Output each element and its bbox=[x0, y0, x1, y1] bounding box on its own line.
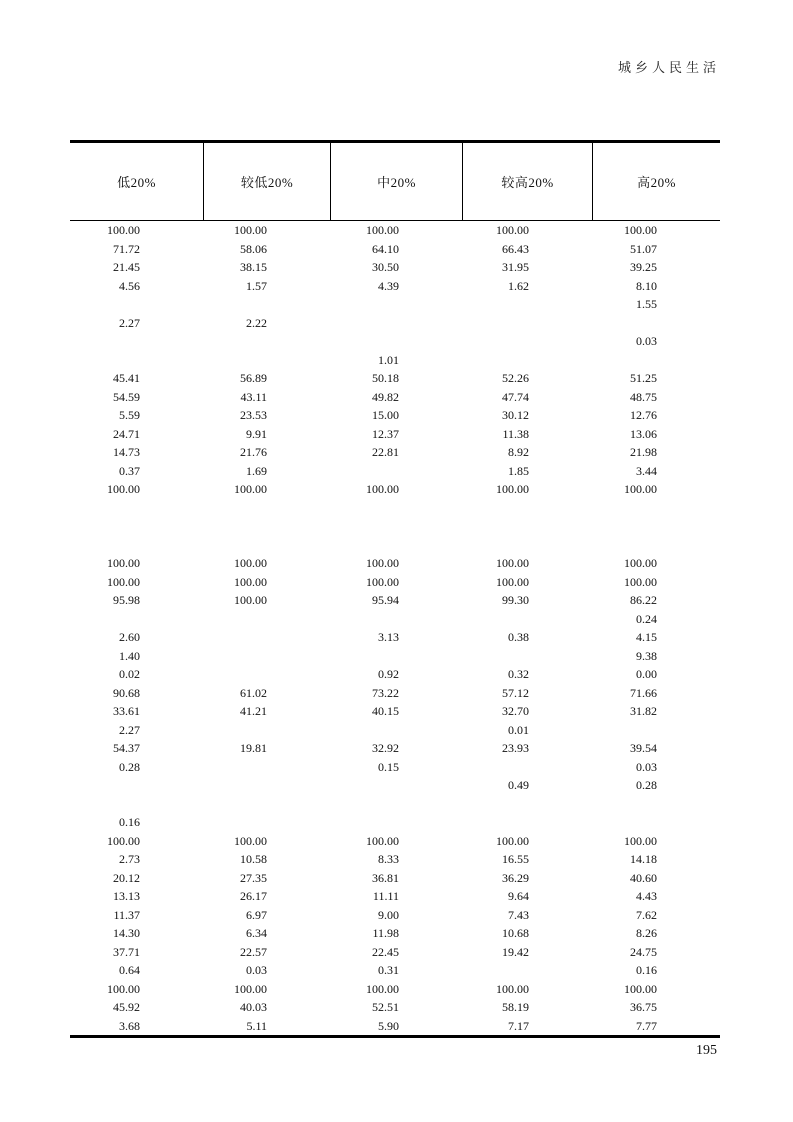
table-cell: 0.28 bbox=[119, 759, 140, 774]
table-cell: 0.64 bbox=[119, 963, 140, 977]
table-cell: 100.00 bbox=[234, 981, 267, 996]
table-row bbox=[70, 314, 720, 333]
table-cell: 45.41 bbox=[113, 371, 140, 385]
table-row bbox=[70, 610, 720, 629]
table-cell: 5.59 bbox=[119, 408, 140, 422]
table-cell: 100.00 bbox=[107, 556, 140, 570]
table-cell bbox=[330, 795, 462, 814]
table-cell: 3.13 bbox=[378, 630, 399, 644]
table-cell: 100.00 bbox=[366, 482, 399, 496]
table-cell: 26.17 bbox=[240, 889, 267, 903]
table-cell: 0.49 bbox=[508, 778, 529, 792]
table-cell bbox=[203, 499, 330, 518]
table-cell: 0.28 bbox=[636, 778, 657, 792]
table-row bbox=[70, 499, 720, 518]
table-cell: 0.03 bbox=[636, 759, 657, 774]
table-row bbox=[70, 887, 720, 906]
table-cell bbox=[330, 332, 462, 351]
table-cell: 8.33 bbox=[378, 852, 399, 866]
table-cell bbox=[330, 536, 462, 555]
table-cell: 1.57 bbox=[246, 278, 267, 293]
table-row bbox=[70, 906, 720, 925]
table-cell: 6.34 bbox=[246, 926, 267, 940]
table-cell: 39.54 bbox=[630, 741, 657, 755]
table-cell: 20.12 bbox=[113, 870, 140, 885]
table-cell: 1.69 bbox=[246, 463, 267, 478]
table-row bbox=[70, 702, 720, 721]
table-row bbox=[70, 684, 720, 703]
table-cell: 12.76 bbox=[630, 408, 657, 422]
table-cell: 8.92 bbox=[508, 445, 529, 459]
table-cell: 11.11 bbox=[372, 889, 399, 903]
table-cell bbox=[462, 610, 592, 629]
table-cell: 39.25 bbox=[630, 260, 657, 274]
table-cell bbox=[70, 795, 203, 814]
table-cell: 4.56 bbox=[119, 278, 140, 293]
table-cell: 50.18 bbox=[372, 371, 399, 385]
table-cell bbox=[462, 332, 592, 351]
table-cell bbox=[592, 314, 720, 333]
table-cell bbox=[70, 536, 203, 555]
table-cell: 0.38 bbox=[508, 630, 529, 644]
table-cell bbox=[70, 776, 203, 795]
table-cell bbox=[592, 813, 720, 832]
table-row bbox=[70, 721, 720, 740]
table-cell: 49.82 bbox=[372, 389, 399, 404]
table-cell: 0.24 bbox=[636, 611, 657, 626]
table-cell: 3.44 bbox=[636, 463, 657, 478]
table-cell: 2.27 bbox=[119, 722, 140, 737]
table-row bbox=[70, 536, 720, 555]
table-cell bbox=[592, 499, 720, 518]
table-cell: 52.26 bbox=[502, 371, 529, 385]
table-cell: 14.30 bbox=[113, 926, 140, 940]
table-cell bbox=[203, 536, 330, 555]
table-cell: 23.53 bbox=[240, 408, 267, 422]
table-cell bbox=[70, 499, 203, 518]
table-row bbox=[70, 980, 720, 999]
table-cell: 0.03 bbox=[636, 334, 657, 348]
table-cell: 13.06 bbox=[630, 426, 657, 441]
table-cell: 100.00 bbox=[234, 482, 267, 496]
table-row bbox=[70, 739, 720, 758]
table-cell: 9.64 bbox=[508, 889, 529, 903]
table-cell bbox=[203, 795, 330, 814]
table-row bbox=[70, 943, 720, 962]
table-cell: 4.39 bbox=[378, 278, 399, 293]
table-cell bbox=[203, 776, 330, 795]
table-cell bbox=[203, 721, 330, 740]
table-cell: 100.00 bbox=[496, 556, 529, 570]
table-cell bbox=[462, 517, 592, 536]
table-cell: 40.60 bbox=[630, 870, 657, 885]
table-cell: 38.15 bbox=[240, 260, 267, 274]
table-cell: 100.00 bbox=[107, 223, 140, 237]
table-cell: 9.91 bbox=[246, 426, 267, 441]
table-cell bbox=[330, 517, 462, 536]
table-cell: 64.10 bbox=[372, 241, 399, 256]
table-cell: 100.00 bbox=[624, 556, 657, 570]
table-cell: 36.81 bbox=[372, 870, 399, 885]
table-cell: 21.98 bbox=[630, 445, 657, 459]
table-cell: 11.37 bbox=[113, 907, 140, 922]
table-cell: 56.89 bbox=[240, 371, 267, 385]
table-cell: 66.43 bbox=[502, 241, 529, 256]
column-header: 高20% bbox=[592, 143, 720, 220]
table-cell: 71.66 bbox=[630, 685, 657, 700]
table-cell bbox=[330, 647, 462, 666]
table-cell: 36.29 bbox=[502, 870, 529, 885]
table-row bbox=[70, 776, 720, 795]
table-row bbox=[70, 277, 720, 296]
table-cell: 40.15 bbox=[372, 704, 399, 718]
table-cell: 8.26 bbox=[636, 926, 657, 940]
table-cell bbox=[203, 517, 330, 536]
table-cell: 30.12 bbox=[502, 408, 529, 422]
table-cell bbox=[330, 462, 462, 481]
table-cell: 0.15 bbox=[378, 759, 399, 774]
table-cell: 100.00 bbox=[366, 574, 399, 589]
table-row bbox=[70, 480, 720, 499]
table-cell: 7.62 bbox=[636, 907, 657, 922]
table-row bbox=[70, 924, 720, 943]
table-cell: 1.01 bbox=[378, 352, 399, 367]
table-cell: 1.40 bbox=[119, 648, 140, 663]
table-row bbox=[70, 961, 720, 980]
table-cell: 7.17 bbox=[508, 1018, 529, 1033]
table-cell: 100.00 bbox=[624, 482, 657, 496]
table-cell bbox=[462, 795, 592, 814]
table-cell bbox=[330, 610, 462, 629]
table-cell: 2.60 bbox=[119, 630, 140, 644]
data-table bbox=[70, 140, 720, 1038]
table-cell: 100.00 bbox=[624, 981, 657, 996]
table-row bbox=[70, 406, 720, 425]
table-cell: 7.43 bbox=[508, 907, 529, 922]
table-row bbox=[70, 869, 720, 888]
table-cell: 100.00 bbox=[496, 574, 529, 589]
table-cell: 100.00 bbox=[496, 833, 529, 848]
table-cell: 1.62 bbox=[508, 278, 529, 293]
table-cell: 43.11 bbox=[240, 389, 267, 404]
table-cell: 58.19 bbox=[502, 1000, 529, 1014]
table-cell: 9.38 bbox=[636, 648, 657, 663]
table-cell: 100.00 bbox=[366, 833, 399, 848]
table-cell: 100.00 bbox=[234, 593, 267, 607]
table-cell: 5.11 bbox=[246, 1018, 267, 1033]
table-row bbox=[70, 554, 720, 573]
table-cell bbox=[203, 647, 330, 666]
table-cell: 22.81 bbox=[372, 445, 399, 459]
table-cell: 2.22 bbox=[246, 315, 267, 330]
table-cell: 100.00 bbox=[234, 574, 267, 589]
table-cell: 10.58 bbox=[240, 852, 267, 866]
table-cell: 6.97 bbox=[246, 907, 267, 922]
table-row bbox=[70, 462, 720, 481]
table-cell: 0.02 bbox=[119, 667, 140, 681]
table-cell: 100.00 bbox=[496, 981, 529, 996]
table-cell: 100.00 bbox=[234, 833, 267, 848]
table-row bbox=[70, 1017, 720, 1036]
table-cell bbox=[462, 758, 592, 777]
table-cell: 10.68 bbox=[502, 926, 529, 940]
table-cell: 4.43 bbox=[636, 889, 657, 903]
table-cell: 9.00 bbox=[378, 907, 399, 922]
table-cell bbox=[462, 295, 592, 314]
table-cell: 11.98 bbox=[372, 926, 399, 940]
table-cell: 57.12 bbox=[502, 685, 529, 700]
table-cell: 100.00 bbox=[496, 482, 529, 496]
table-cell: 95.98 bbox=[113, 593, 140, 607]
table-cell bbox=[462, 351, 592, 370]
table-cell bbox=[70, 517, 203, 536]
table-cell: 27.35 bbox=[240, 870, 267, 885]
table-cell: 100.00 bbox=[624, 574, 657, 589]
table-row bbox=[70, 665, 720, 684]
table-cell: 5.90 bbox=[378, 1018, 399, 1033]
running-head-title: 城乡人民生活 bbox=[617, 60, 720, 75]
table-cell: 0.32 bbox=[508, 667, 529, 681]
table-cell: 40.03 bbox=[240, 1000, 267, 1014]
column-header: 较高20% bbox=[462, 143, 592, 220]
table-cell: 51.25 bbox=[630, 371, 657, 385]
table-cell: 100.00 bbox=[366, 223, 399, 237]
table-row bbox=[70, 388, 720, 407]
table-cell bbox=[462, 647, 592, 666]
table-cell: 33.61 bbox=[113, 704, 140, 718]
table-cell: 48.75 bbox=[630, 389, 657, 404]
table-cell: 7.77 bbox=[636, 1018, 657, 1033]
column-header: 中20% bbox=[330, 143, 462, 220]
table-row bbox=[70, 998, 720, 1017]
table-cell bbox=[592, 795, 720, 814]
table-row bbox=[70, 351, 720, 370]
table-cell: 36.75 bbox=[630, 1000, 657, 1014]
table-cell bbox=[462, 536, 592, 555]
table-cell bbox=[330, 813, 462, 832]
table-cell bbox=[330, 776, 462, 795]
table-row bbox=[70, 443, 720, 462]
table-row bbox=[70, 573, 720, 592]
table-cell: 100.00 bbox=[366, 981, 399, 996]
table-cell: 30.50 bbox=[372, 260, 399, 274]
table-cell bbox=[203, 332, 330, 351]
table-cell: 22.45 bbox=[372, 944, 399, 959]
table-cell: 1.85 bbox=[508, 463, 529, 478]
table-row bbox=[70, 628, 720, 647]
table-cell bbox=[592, 721, 720, 740]
table-cell: 0.16 bbox=[119, 815, 140, 829]
table-cell bbox=[330, 721, 462, 740]
table-cell bbox=[462, 314, 592, 333]
table-cell: 100.00 bbox=[366, 556, 399, 570]
table-cell bbox=[592, 517, 720, 536]
table-cell: 21.76 bbox=[240, 445, 267, 459]
table-cell: 99.30 bbox=[502, 593, 529, 607]
table-cell bbox=[592, 351, 720, 370]
table-cell bbox=[592, 536, 720, 555]
table-row bbox=[70, 332, 720, 351]
table-row bbox=[70, 813, 720, 832]
table-cell: 47.74 bbox=[502, 389, 529, 404]
table-cell: 12.37 bbox=[372, 426, 399, 441]
table-row bbox=[70, 295, 720, 314]
table-cell: 0.92 bbox=[378, 667, 399, 681]
table-cell: 100.00 bbox=[107, 482, 140, 496]
table-cell: 1.55 bbox=[636, 297, 657, 311]
table-cell: 8.10 bbox=[636, 278, 657, 293]
table-cell: 16.55 bbox=[502, 852, 529, 866]
table-row bbox=[70, 758, 720, 777]
table-cell: 0.16 bbox=[636, 963, 657, 977]
table-cell bbox=[330, 314, 462, 333]
table-row bbox=[70, 221, 720, 240]
table-cell bbox=[203, 813, 330, 832]
table-row bbox=[70, 850, 720, 869]
table-cell: 100.00 bbox=[624, 223, 657, 237]
table-cell: 37.71 bbox=[113, 944, 140, 959]
table-cell bbox=[203, 628, 330, 647]
table-cell: 90.68 bbox=[113, 685, 140, 700]
page-number: 195 bbox=[696, 1043, 717, 1058]
table-cell: 22.57 bbox=[240, 944, 267, 959]
table-cell: 71.72 bbox=[113, 241, 140, 256]
table-cell: 31.95 bbox=[502, 260, 529, 274]
table-cell: 15.00 bbox=[372, 408, 399, 422]
table-row bbox=[70, 591, 720, 610]
table-row bbox=[70, 832, 720, 851]
table-cell bbox=[462, 813, 592, 832]
table-body bbox=[70, 221, 720, 1038]
table-cell bbox=[203, 758, 330, 777]
table-cell: 61.02 bbox=[240, 685, 267, 700]
table-cell bbox=[203, 295, 330, 314]
table-cell: 0.03 bbox=[246, 963, 267, 977]
table-cell: 32.70 bbox=[502, 704, 529, 718]
table-cell bbox=[70, 295, 203, 314]
table-cell bbox=[70, 610, 203, 629]
table-cell: 100.00 bbox=[496, 223, 529, 237]
table-cell: 24.71 bbox=[113, 426, 140, 441]
table-cell bbox=[330, 499, 462, 518]
table-cell: 0.37 bbox=[119, 463, 140, 478]
table-cell: 45.92 bbox=[113, 1000, 140, 1014]
table-cell bbox=[203, 610, 330, 629]
table-cell bbox=[330, 295, 462, 314]
table-row bbox=[70, 258, 720, 277]
table-cell: 0.31 bbox=[378, 963, 399, 977]
column-header: 较低20% bbox=[203, 143, 330, 220]
table-cell: 95.94 bbox=[372, 593, 399, 607]
table-row bbox=[70, 647, 720, 666]
table-cell bbox=[462, 961, 592, 980]
table-cell bbox=[70, 351, 203, 370]
table-cell: 13.13 bbox=[113, 889, 140, 903]
table-cell: 14.18 bbox=[630, 852, 657, 866]
table-cell: 21.45 bbox=[113, 260, 140, 274]
table-cell: 100.00 bbox=[107, 574, 140, 589]
table-row bbox=[70, 795, 720, 814]
table-cell: 41.21 bbox=[240, 704, 267, 718]
table-cell: 19.81 bbox=[240, 741, 267, 755]
table-header-row bbox=[70, 140, 720, 221]
table-cell: 54.59 bbox=[113, 389, 140, 404]
table-cell: 2.73 bbox=[119, 852, 140, 866]
table-cell: 100.00 bbox=[624, 833, 657, 848]
table-row bbox=[70, 240, 720, 259]
table-cell bbox=[462, 499, 592, 518]
table-cell: 24.75 bbox=[630, 944, 657, 959]
table-cell: 19.42 bbox=[502, 944, 529, 959]
table-row bbox=[70, 425, 720, 444]
table-cell: 3.68 bbox=[119, 1018, 140, 1033]
table-cell: 32.92 bbox=[372, 741, 399, 755]
table-cell: 100.00 bbox=[107, 981, 140, 996]
table-cell: 100.00 bbox=[234, 556, 267, 570]
table-cell: 4.15 bbox=[636, 630, 657, 644]
table-cell: 100.00 bbox=[234, 223, 267, 237]
table-cell: 11.38 bbox=[502, 426, 529, 441]
table-row bbox=[70, 517, 720, 536]
table-cell bbox=[203, 665, 330, 684]
table-cell: 51.07 bbox=[630, 241, 657, 256]
table-cell: 0.01 bbox=[508, 722, 529, 737]
column-header: 低20% bbox=[117, 175, 156, 190]
table-cell: 14.73 bbox=[113, 445, 140, 459]
table-cell: 23.93 bbox=[502, 741, 529, 755]
table-cell bbox=[203, 351, 330, 370]
table-cell: 0.00 bbox=[636, 667, 657, 681]
table-cell: 58.06 bbox=[240, 241, 267, 256]
table-cell: 31.82 bbox=[630, 704, 657, 718]
table-cell: 100.00 bbox=[107, 833, 140, 848]
table-cell: 52.51 bbox=[372, 1000, 399, 1014]
table-cell: 54.37 bbox=[113, 741, 140, 755]
table-cell: 86.22 bbox=[630, 593, 657, 607]
table-cell: 73.22 bbox=[372, 685, 399, 700]
table-cell: 2.27 bbox=[119, 315, 140, 330]
table-cell bbox=[70, 332, 203, 351]
table-row bbox=[70, 369, 720, 388]
